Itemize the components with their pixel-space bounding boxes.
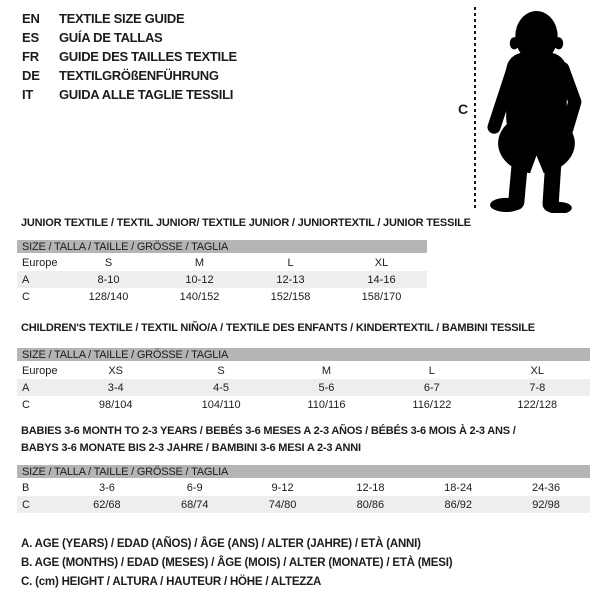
table-row	[17, 496, 590, 513]
language-code: EN	[22, 11, 40, 26]
cell: 158/170	[361, 290, 402, 303]
language-label: TEXTILE SIZE GUIDE	[59, 11, 185, 26]
language-list	[22, 9, 237, 104]
table-row	[17, 479, 590, 496]
language-code: IT	[22, 87, 34, 102]
cell: 9-12	[271, 482, 294, 494]
language-row-de	[22, 66, 237, 85]
row-label: A	[22, 273, 30, 286]
cell: S	[217, 365, 225, 377]
language-row-fr	[22, 47, 237, 66]
cell: 68/74	[180, 498, 209, 511]
cell: 140/152	[179, 290, 220, 303]
cell: 8-10	[97, 273, 120, 286]
cell: XL	[530, 365, 545, 377]
cell: 4-5	[213, 381, 230, 394]
babies-size-table	[17, 465, 590, 513]
cell: 7-8	[529, 381, 546, 394]
row-label: C	[22, 398, 30, 411]
cell: 14-16	[367, 273, 396, 286]
size-header-label: SIZE / TALLA / TAILLE / GRÖSSE / TAGLIA	[17, 465, 590, 479]
cell: 98/104	[98, 398, 133, 411]
table-row	[17, 271, 427, 288]
children-table-title: CHILDREN'S TEXTILE / TEXTIL NIÑO/A / TEXTILE DES ENFANTS / KINDERTEXTIL / BAMBINI TESSILE	[21, 322, 535, 334]
babies-table-title-line1: BABIES 3-6 MONTH TO 2-3 YEARS / BEBÉS 3-6 MESES A 2-3 AÑOS / BÉBÉS 3-6 MOIS À 2-3 ANS /	[21, 425, 516, 437]
table-row	[17, 288, 427, 305]
row-label: C	[22, 290, 30, 303]
legend-line-a: A. AGE (YEARS) / EDAD (AÑOS) / ÂGE (ANS) / ALTER (JAHRE) / ETÀ (ANNI)	[21, 538, 421, 550]
row-label: B	[22, 482, 30, 494]
toddler-silhouette-shapes	[490, 11, 575, 213]
junior-table-title: JUNIOR TEXTILE / TEXTIL JUNIOR/ TEXTILE JUNIOR / JUNIORTEXTIL / JUNIOR TESSILE	[21, 217, 471, 229]
language-row-en	[22, 9, 237, 28]
cell: 18-24	[444, 482, 473, 494]
cell: 12-18	[356, 482, 385, 494]
cell: 110/116	[307, 398, 346, 411]
language-row-es	[22, 28, 237, 47]
children-size-table	[17, 348, 590, 413]
cell: 74/80	[268, 498, 297, 511]
cell: 86/92	[444, 498, 472, 511]
table-row	[17, 362, 590, 379]
size-header-label: SIZE / TALLA / TAILLE / GRÖSSE / TAGLIA	[17, 348, 590, 362]
cell: 104/110	[201, 398, 241, 411]
cell: M	[194, 257, 205, 269]
cell: 12-13	[276, 273, 305, 286]
height-dashed-line	[474, 7, 476, 208]
cell: 6-7	[423, 381, 440, 394]
cell: XL	[374, 257, 389, 269]
measurement-legend	[21, 538, 452, 595]
row-label: C	[22, 498, 30, 511]
language-label: GUIDA ALLE TAGLIE TESSILI	[59, 87, 234, 102]
cell: XS	[108, 365, 124, 377]
table-row	[17, 396, 590, 413]
language-code: FR	[22, 49, 39, 64]
size-header-bar	[17, 465, 590, 479]
cell: 116/122	[412, 398, 452, 411]
row-label: Europe	[22, 365, 58, 377]
cell: 3-4	[107, 381, 124, 394]
cell: 128/140	[88, 290, 129, 303]
legend-line-b: B. AGE (MONTHS) / EDAD (MESES) / ÂGE (MOIS) / ALTER (MONATE) / ETÀ (MESI)	[21, 557, 453, 569]
cell: 80/86	[356, 498, 385, 511]
cell: 152/158	[270, 290, 311, 303]
legend-line-c: C. (cm) HEIGHT / ALTURA / HAUTEUR / HÖHE / ALTEZZA	[21, 576, 322, 588]
junior-size-table	[17, 240, 427, 305]
cell: 10-12	[185, 273, 214, 286]
cell: 62/68	[93, 498, 121, 511]
cell: 5-6	[318, 381, 335, 394]
cell: 6-9	[186, 482, 203, 494]
cell: S	[104, 257, 113, 269]
babies-table-title-line2: BABYS 3-6 MONATE BIS 2-3 JAHRE / BAMBINI 3-6 MESI A 2-3 ANNI	[21, 442, 361, 454]
size-header-label: SIZE / TALLA / TAILLE / GRÖSSE / TAGLIA	[17, 240, 427, 254]
cell: 3-6	[98, 482, 115, 494]
language-label: GUÍA DE TALLAS	[59, 30, 163, 45]
language-row-it	[22, 85, 237, 104]
language-code: DE	[22, 68, 40, 83]
cell: M	[321, 365, 332, 377]
row-label: A	[22, 381, 30, 394]
size-header-bar	[17, 240, 427, 254]
language-code: ES	[22, 30, 39, 45]
cell: 92/98	[532, 498, 560, 511]
cell: L	[428, 365, 435, 377]
cell: 24-36	[532, 482, 561, 494]
table-row	[17, 379, 590, 396]
cell: L	[287, 257, 294, 269]
size-header-bar	[17, 348, 590, 362]
height-marker-label: C	[457, 101, 469, 117]
cell: 122/128	[517, 398, 558, 411]
toddler-silhouette-image	[483, 6, 596, 213]
language-label: GUIDE DES TAILLES TEXTILE	[59, 49, 237, 64]
language-label: TEXTILGRÖßENFÜHRUNG	[59, 68, 219, 83]
table-row	[17, 254, 427, 271]
row-label: Europe	[22, 257, 58, 269]
